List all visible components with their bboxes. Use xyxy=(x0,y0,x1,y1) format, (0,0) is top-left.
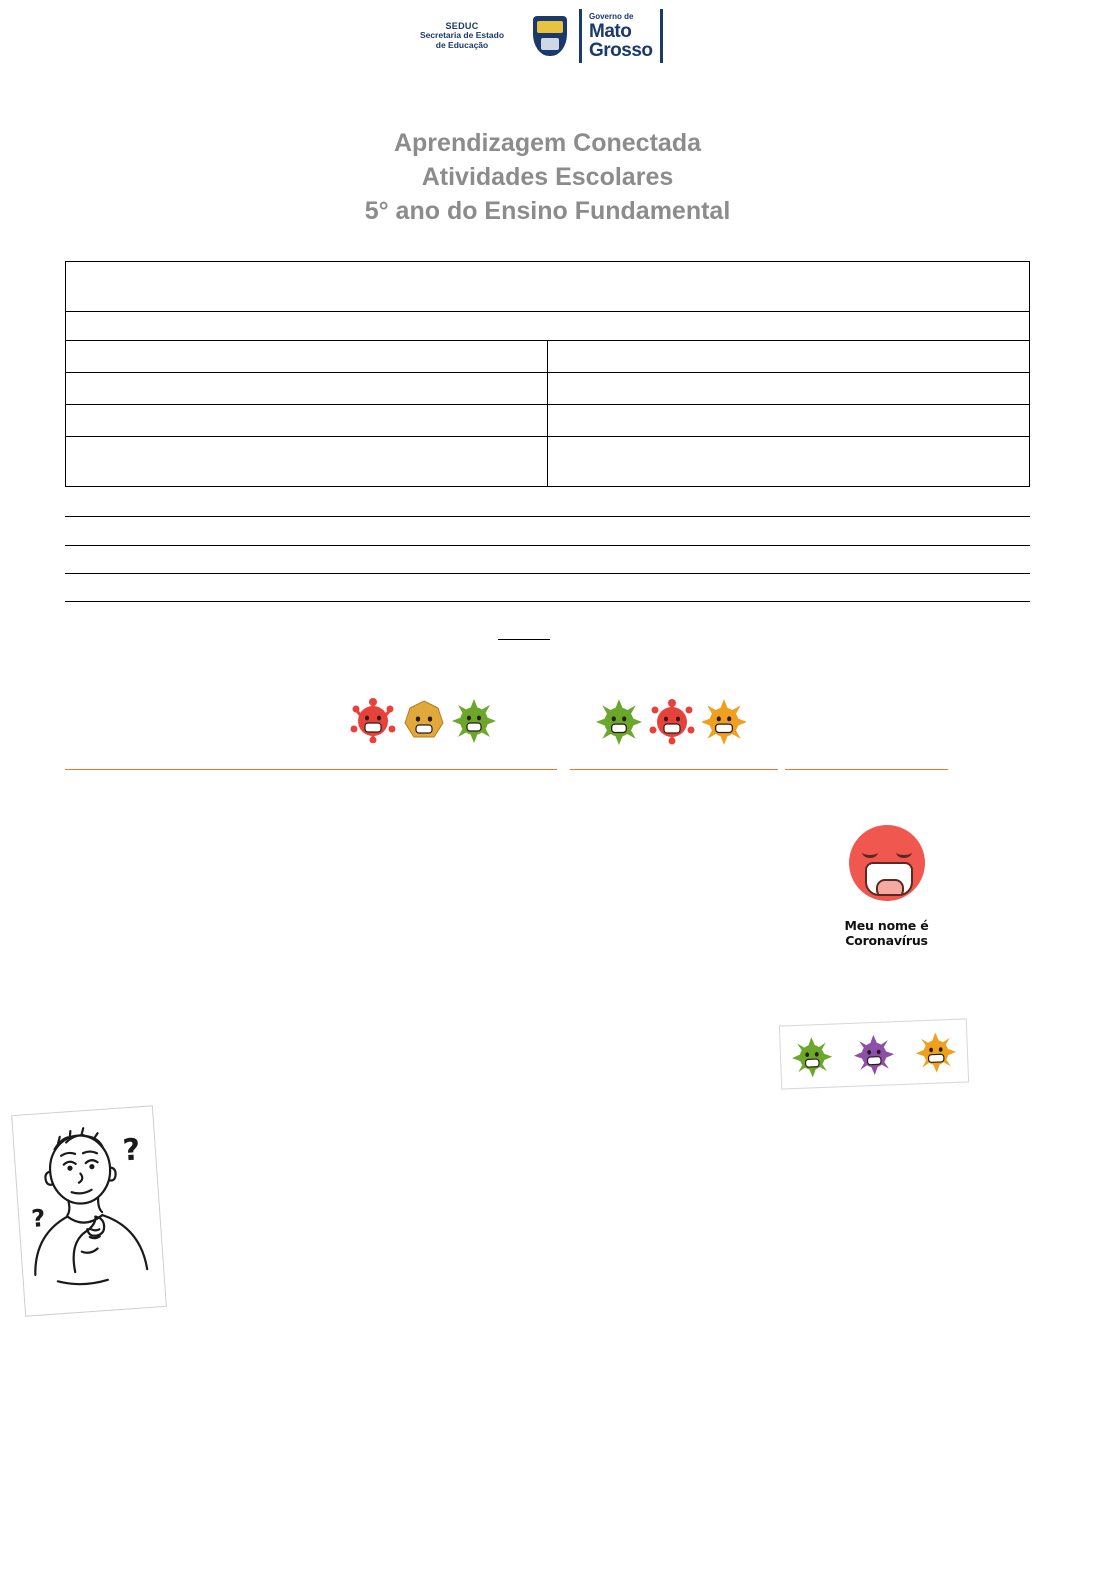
table-value-cell xyxy=(548,405,1030,437)
boy-thinking-icon xyxy=(12,1106,166,1315)
table-subheader-cell xyxy=(66,312,1030,341)
virus-green-icon xyxy=(450,697,498,743)
title-line-3: 5° ano do Ensino Fundamental xyxy=(364,197,731,225)
coronavirus-illustration xyxy=(805,808,968,956)
virus-purple-icon xyxy=(850,1031,898,1077)
coat-of-arms-icon xyxy=(527,11,573,61)
table-value-cell xyxy=(548,437,1030,487)
gov-line-2: Mato xyxy=(589,20,632,42)
orange-underline xyxy=(785,769,948,770)
answer-line xyxy=(65,545,1030,546)
table-row xyxy=(66,262,1030,312)
virus-green-icon xyxy=(593,697,645,745)
virus-yellow-icon xyxy=(400,697,448,743)
orange-underline xyxy=(65,769,557,770)
virus-green-icon xyxy=(788,1034,836,1080)
answer-line xyxy=(65,516,1030,517)
virus-group-right-icon xyxy=(593,697,749,745)
gov-line-3: Grosso xyxy=(589,39,653,61)
table-value-cell xyxy=(548,341,1030,373)
question-mark-icon: ? xyxy=(121,1132,142,1169)
seduc-acronym: SEDUC xyxy=(445,21,479,32)
virus-orange-icon xyxy=(912,1029,960,1075)
thinking-boy-illustration xyxy=(11,1105,167,1316)
table-label-cell xyxy=(66,405,548,437)
answer-line xyxy=(65,601,1030,602)
header-logo xyxy=(403,8,673,64)
question-mark-icon: ? xyxy=(30,1204,47,1234)
short-underline xyxy=(498,639,550,640)
table-row xyxy=(66,341,1030,373)
virus-red-icon xyxy=(647,697,697,745)
table-label-cell xyxy=(66,373,548,405)
table-label-cell xyxy=(66,437,548,487)
table-row xyxy=(66,312,1030,341)
coronavirus-character-icon xyxy=(838,814,936,912)
table-row xyxy=(66,437,1030,487)
orange-underline xyxy=(570,769,778,770)
virus-group-left-icon xyxy=(348,697,498,743)
government-logo xyxy=(579,9,663,63)
coronavirus-caption: Meu nome é Coronavírus xyxy=(844,918,929,948)
virus-strip-image xyxy=(779,1018,969,1089)
title-line-1: Aprendizagem Conectada xyxy=(393,129,701,157)
title-line-2: Atividades Escolares xyxy=(421,163,674,191)
seduc-logo-text xyxy=(403,21,521,51)
info-table xyxy=(65,261,1030,487)
table-label-cell xyxy=(66,341,548,373)
table-row xyxy=(66,405,1030,437)
table-header-cell xyxy=(66,262,1030,312)
virus-orange-icon xyxy=(699,697,749,745)
gov-line-1: Governo de xyxy=(589,11,634,21)
answer-line xyxy=(65,573,1030,574)
seduc-line-3: de Educação xyxy=(435,40,489,51)
virus-red-icon xyxy=(348,697,398,743)
table-row xyxy=(66,373,1030,405)
table-value-cell xyxy=(548,373,1030,405)
seduc-line-2: Secretaria de Estado xyxy=(419,30,505,41)
page-title xyxy=(0,126,1095,228)
